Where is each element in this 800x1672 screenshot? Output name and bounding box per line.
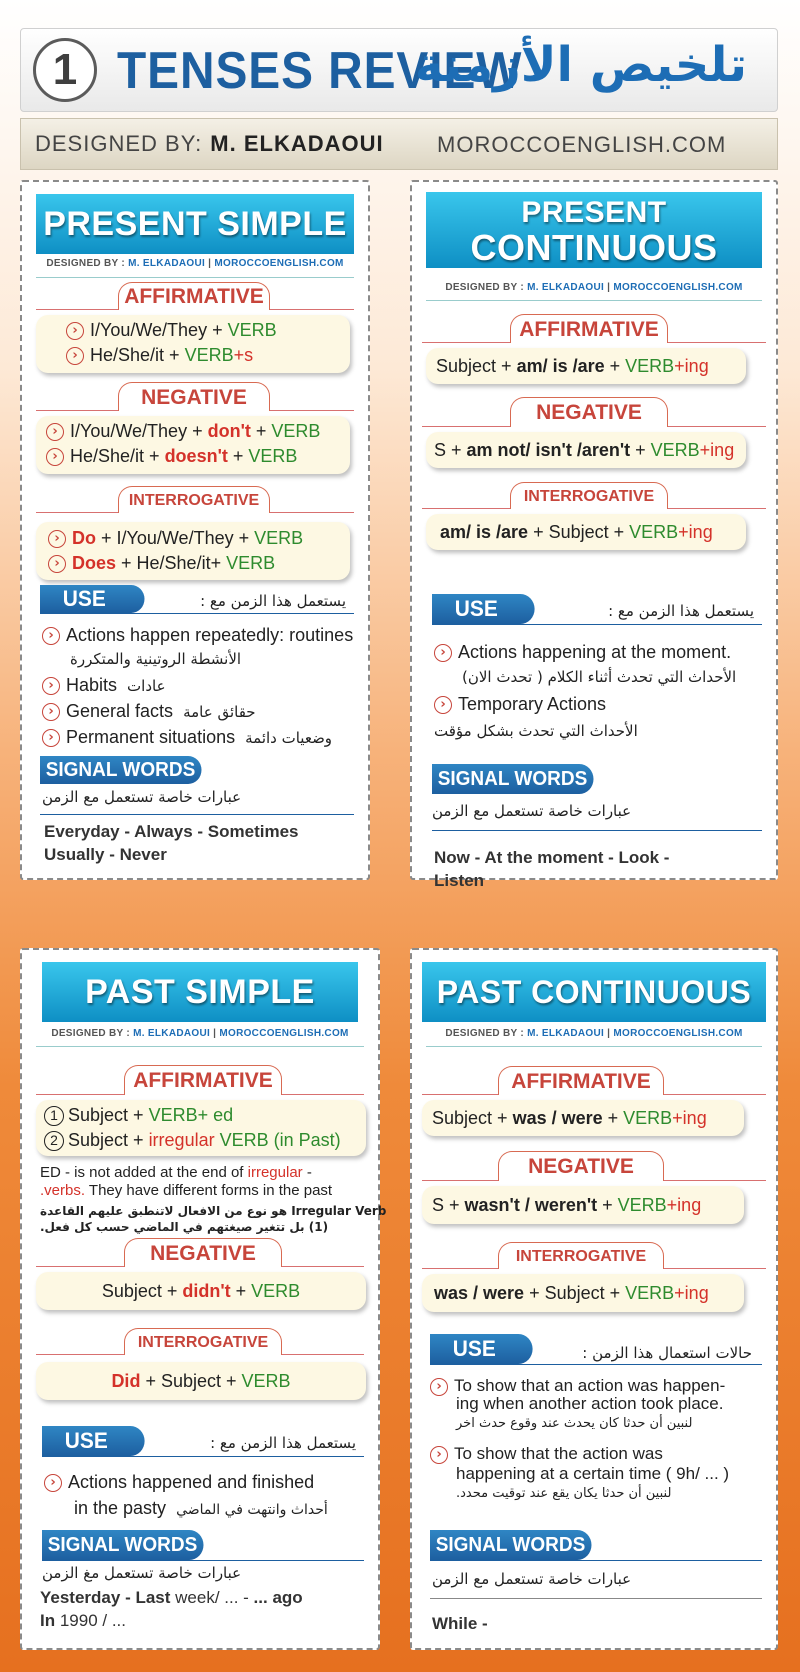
ed-note: ED - is not added at the end of irregular -: [40, 1164, 312, 1181]
page-title-arabic: تلخيص الأزمنة: [414, 37, 747, 93]
designed-label: DESIGNED BY:: [35, 131, 203, 156]
signal-arabic: عبارات خاصة تستعمل مع الزمن: [432, 1570, 632, 1588]
card-title: PAST SIMPLE: [42, 962, 358, 1022]
use-item-cont: in the pasty أحداث وانتهت في الماضي: [74, 1498, 328, 1518]
interrogative-label: INTERROGATIVE: [118, 486, 270, 513]
interrogative-label: INTERROGATIVE: [124, 1328, 282, 1355]
irregular-note: Irregular Verb هو نوع من الافعال لاتنطبق عليهم القاعدة: [40, 1204, 387, 1218]
designer-banner: [20, 118, 778, 170]
past-simple-card: [20, 948, 387, 1650]
signal-arabic: عبارات خاصة تستعمل مغ الزمن: [42, 1564, 242, 1582]
use-arabic-heading: يستعمل هذا الزمن مع :: [608, 602, 754, 620]
use-arabic-heading: حالات استعمال هذا الزمن :: [582, 1344, 752, 1362]
ed-note: .verbs. They have different forms in the past: [40, 1182, 333, 1199]
affirmative-label: AFFIRMATIVE: [118, 282, 270, 310]
use-item: › To show that an action was happen-: [430, 1376, 725, 1396]
header-banner: [20, 28, 778, 112]
use-item-arabic: الأنشطة الروتينية والمتكررة: [70, 650, 242, 668]
negative-box: › I/You/We/They + don't + VERB › He/She/it + doesn't + VERB: [36, 416, 350, 474]
affirmative-label: AFFIRMATIVE: [498, 1066, 664, 1095]
interrogative-box: Did + Subject + VERB: [36, 1362, 366, 1400]
affirmative-box: › I/You/We/They + VERB › He/She/it + VERB+s: [36, 315, 350, 373]
present-simple-card: [20, 180, 370, 880]
page-title: TENSES REVIEW: [117, 42, 523, 100]
card-title: PAST CONTINUOUS: [422, 962, 766, 1022]
signal-words-heading: SIGNAL WORDS: [42, 1530, 204, 1560]
present-continuous-card: [410, 180, 778, 890]
card-title: PRESENT CONTINUOUS: [426, 192, 762, 268]
use-heading: USE: [430, 1334, 533, 1364]
use-item-arabic: لنبين أن حدثا يكان يقع عند توقيت محدد.: [456, 1486, 672, 1501]
signal-words-heading: SIGNAL WORDS: [430, 1530, 592, 1560]
negative-box: S + wasn't / weren't + VERB+ing: [422, 1186, 744, 1224]
interrogative-box: am/ is /are + Subject + VERB+ing: [426, 514, 746, 550]
interrogative-label: INTERROGATIVE: [498, 1242, 664, 1269]
affirmative-box: Subject + was / were + VERB+ing: [422, 1100, 744, 1136]
affirmative-label: AFFIRMATIVE: [124, 1065, 282, 1095]
use-item-cont: happening at a certain time ( 9h/ ... ): [456, 1464, 730, 1483]
use-item-arabic: الأحداث التي تحدث بشكل مؤقت: [434, 722, 638, 740]
negative-box: Subject + didn't + VERB: [36, 1272, 366, 1310]
affirmative-box: Subject + am/ is /are + VERB+ing: [426, 348, 746, 384]
credit-line: DESIGNED BY : M. ELKADAOUI | MOROCCOENGLISH.COM: [51, 1028, 349, 1039]
credit-line: DESIGNED BY : M. ELKADAOUI | MOROCCOENGLISH.COM: [445, 282, 743, 293]
card-title: PRESENT SIMPLE: [36, 194, 354, 254]
use-item: › Habits عادات: [42, 675, 166, 696]
negative-box: S + am not/ isn't /aren't + VERB+ing: [426, 432, 746, 468]
signal-words: Yesterday - Last week/ ... - ... ago In 1990 / ...: [40, 1588, 303, 1630]
use-item-cont: ing when another action took place.: [456, 1394, 724, 1413]
past-continuous-card: [410, 948, 778, 1650]
use-heading: USE: [42, 1426, 145, 1456]
use-item-arabic: الأحداث التي تحدث أثناء الكلام ( تحدث الان): [462, 668, 737, 686]
use-heading: USE: [40, 585, 145, 613]
signal-words: Everyday - Always - Sometimes Usually - Never: [44, 822, 299, 864]
interrogative-label: INTERROGATIVE: [510, 482, 668, 509]
credit-line: DESIGNED BY : M. ELKADAOUI | MOROCCOENGLISH.COM: [445, 1028, 743, 1039]
use-item: › Temporary Actions: [434, 694, 606, 715]
use-item: › Permanent situations وضعيات دائمة: [42, 727, 332, 748]
signal-words-heading: SIGNAL WORDS: [40, 756, 202, 784]
use-item-arabic: لنبين أن حدثا كان يحدث عند وقوع حدث اخر: [456, 1416, 693, 1431]
credit-line: DESIGNED BY : M. ELKADAOUI | MOROCCOENGLISH.COM: [46, 258, 344, 269]
interrogative-box: was / were + Subject + VERB+ing: [422, 1274, 744, 1312]
interrogative-box: › Do + I/You/We/They + VERB › Does + He/She/it+ VERB: [36, 522, 350, 580]
use-arabic-heading: يستعمل هذا الزمن مع :: [210, 1434, 356, 1452]
use-arabic-heading: يستعمل هذا الزمن مع :: [200, 592, 346, 610]
affirmative-label: AFFIRMATIVE: [510, 314, 668, 343]
signal-words: Now - At the moment - Look - Listen: [434, 848, 670, 890]
negative-label: NEGATIVE: [124, 1238, 282, 1267]
use-item: › To show that the action was: [430, 1444, 663, 1464]
lesson-number: 1: [33, 38, 97, 102]
negative-label: NEGATIVE: [510, 397, 668, 427]
site-name: MOROCCOENGLISH.COM: [437, 132, 727, 157]
designer-name: M. ELKADAOUI: [210, 131, 384, 156]
negative-label: NEGATIVE: [498, 1151, 664, 1181]
negative-label: NEGATIVE: [118, 382, 270, 411]
use-heading: USE: [432, 594, 535, 624]
signal-arabic: عبارات خاصة تستعمل مع الزمن: [432, 802, 632, 820]
irregular-note: (1) بل تتغير صيغتهم في الماضي حسب كل فعل.: [40, 1220, 329, 1234]
signal-words-heading: SIGNAL WORDS: [432, 764, 594, 794]
use-item: › Actions happening at the moment.: [434, 642, 731, 663]
affirmative-box: 1 Subject + VERB+ ed 2 Subject + irregular VERB (in Past): [36, 1100, 366, 1156]
use-item: › Actions happened and finished: [44, 1472, 314, 1493]
use-item: › General facts حقائق عامة: [42, 701, 256, 722]
signal-arabic: عبارات خاصة تستعمل مع الزمن: [42, 788, 242, 806]
use-item: › Actions happen repeatedly: routines: [42, 625, 353, 646]
signal-words: While -: [432, 1614, 488, 1633]
